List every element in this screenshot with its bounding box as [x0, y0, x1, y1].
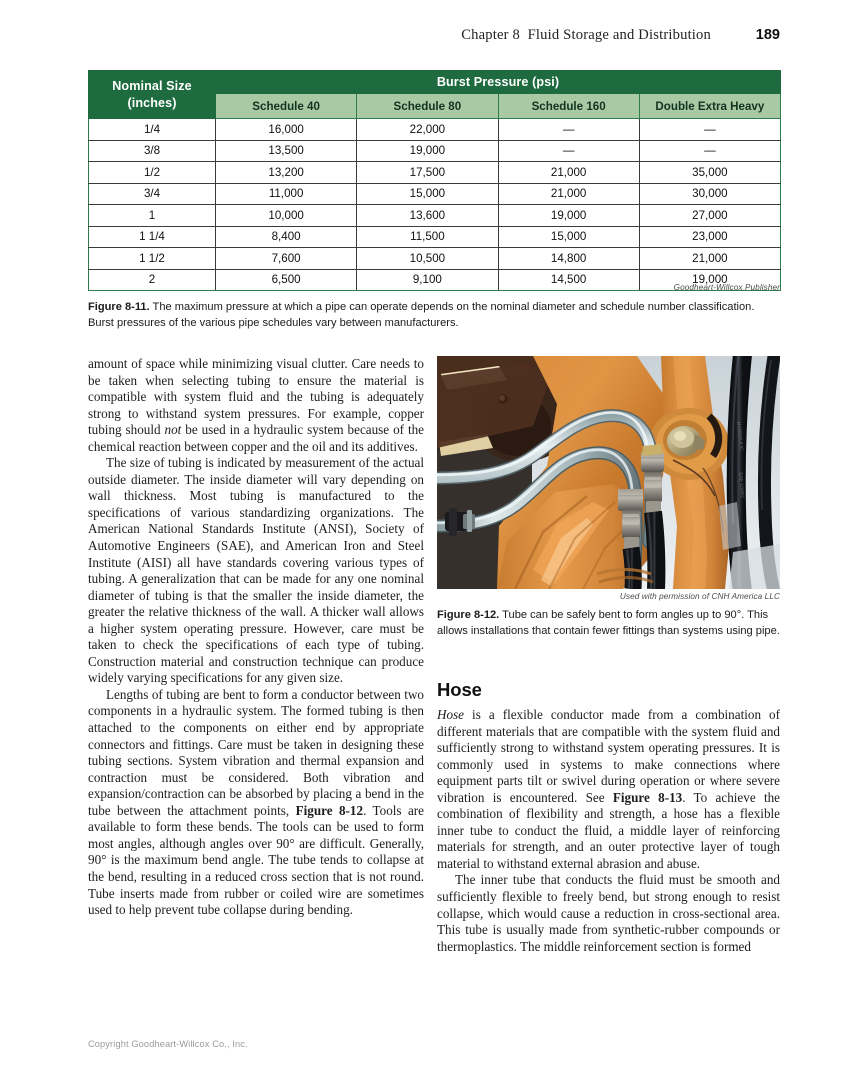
cell-sch160: 15,000: [498, 226, 639, 248]
body-column-right: [437, 707, 780, 955]
cell-sch40: 6,500: [216, 269, 357, 291]
figure-8-11-text: The maximum pressure at which a pipe can operate depends on the nominal diameter and schedule number classification. Burst pressures of the various pipe schedules vary between manufacturers.: [88, 301, 755, 329]
figure-8-12-caption: [437, 608, 780, 640]
cell-nominal: 3/4: [89, 183, 216, 205]
running-head: [88, 27, 780, 49]
table-row: [89, 226, 781, 248]
cell-sch40: 8,400: [216, 226, 357, 248]
paragraph-tubing-bending: [88, 687, 424, 919]
cell-nominal: 1: [89, 205, 216, 227]
paragraph-tubing-material: [88, 356, 424, 455]
para-1-emphasis: not: [164, 422, 182, 438]
header-schedule-40: Schedule 40: [216, 94, 357, 119]
cell-dxh: 30,000: [639, 183, 780, 205]
cell-nominal: 1/4: [89, 119, 216, 141]
cell-sch160: 14,500: [498, 269, 639, 291]
cell-sch160: 21,000: [498, 162, 639, 184]
figure-8-12-text: Tube can be safely bent to form angles up to 90°. This allows installations that contain fewer fittings than systems using pipe.: [437, 609, 780, 637]
page-number: 189: [755, 27, 780, 43]
header-nominal-size: [89, 71, 216, 119]
cell-nominal: 3/8: [89, 140, 216, 162]
cell-sch160: —: [498, 119, 639, 141]
cell-dxh: 35,000: [639, 162, 780, 184]
para-3-part-b: . Tools are available to form these bends. The tools can be used to form most angles, although angles over 90° are difficult. Generally, 90° is the maximum bend angle. The tube tends to collapse at the bend, resulting in a reduced cross section that is not round. Tube inserts made from rubber or coiled wire are sometimes used to help prevent tube collapse during bending.: [88, 802, 424, 918]
svg-text:HYDRAULIC: HYDRAULIC: [735, 421, 744, 451]
figure-8-12-reference: Figure 8-12: [295, 802, 364, 818]
cell-sch80: 17,500: [357, 162, 498, 184]
chapter-title: Chapter 8 Fluid Storage and Distribution: [461, 27, 711, 43]
cell-nominal: 1 1/2: [89, 248, 216, 270]
table-row: [89, 248, 781, 270]
header-nominal-line1: Nominal Size: [112, 79, 192, 94]
cell-nominal: 1 1/4: [89, 226, 216, 248]
hydraulic-tubing-photo-illustration: [437, 356, 780, 589]
cell-sch40: 13,200: [216, 162, 357, 184]
para-1-part-a: amount of space while minimizing visual clutter. Care needs to be taken when selecting tubing to ensure the material is compatible with system fluid and the tubing is adequately strong to withstand system pressures. For example, copper tubing should: [88, 356, 424, 438]
header-schedule-160: Schedule 160: [498, 94, 639, 119]
cell-nominal: 1/2: [89, 162, 216, 184]
table-body: [89, 119, 781, 291]
cell-sch80: 19,000: [357, 140, 498, 162]
cell-sch80: 11,500: [357, 226, 498, 248]
para-1-part-b: be used in a hydraulic system because of the chemical reaction between copper and the oil and its additives.: [88, 422, 425, 454]
cell-sch40: 16,000: [216, 119, 357, 141]
figure-8-11-label: Figure 8-11.: [88, 301, 150, 313]
cell-dxh: —: [639, 119, 780, 141]
cell-sch40: 13,500: [216, 140, 357, 162]
cell-sch40: 7,600: [216, 248, 357, 270]
cell-sch160: 21,000: [498, 183, 639, 205]
table-row: [89, 140, 781, 162]
figure-8-13-reference: Figure 8-13: [612, 789, 683, 805]
cell-sch80: 22,000: [357, 119, 498, 141]
cell-sch80: 13,600: [357, 205, 498, 227]
cell-sch160: —: [498, 140, 639, 162]
header-double-extra-heavy: Double Extra Heavy: [639, 94, 780, 119]
table-row: [89, 205, 781, 227]
cell-dxh: 19,000: [639, 269, 780, 291]
table-credit: Goodheart-Willcox Publisher: [673, 283, 780, 292]
header-nominal-line2: (inches): [127, 95, 177, 110]
header-burst-pressure: Burst Pressure (psi): [216, 71, 781, 94]
burst-pressure-table: [88, 70, 781, 291]
cell-sch160: 14,800: [498, 248, 639, 270]
footer-copyright: Copyright Goodheart-Willcox Co., Inc.: [88, 1039, 248, 1049]
burst-pressure-table-wrapper: [88, 70, 780, 291]
paragraph-hose-definition: [437, 707, 780, 872]
section-heading-hose: Hose: [437, 679, 482, 700]
cell-sch40: 10,000: [216, 205, 357, 227]
figure-8-12-label: Figure 8-12.: [437, 609, 500, 621]
table-row: [89, 119, 781, 141]
cell-nominal: 2: [89, 269, 216, 291]
paragraph-tubing-size: The size of tubing is indicated by measurement of the actual outside diameter. The inside diameter will vary depending on wall thickness. Most tubing is manufactured to the specifications of various standardizing organizations. The American National Standards Institute (ANSI), Society of Automotive Engineers (SAE), and American Iron and Steel Institute (AISI) all have standards covering various types of tubing. A generalization that can be made for any one nominal diameter of tubing is that the smaller the inside diameter, the greater the relative thickness of the wall. A thicker wall allows a higher system operating pressure. However, care must be taken to check the specifications of each type of tubing. Construction material and construction technique can produce widely varying specifications for any given size.: [88, 455, 424, 686]
paragraph-inner-tube: The inner tube that conducts the fluid must be smooth and sufficiently flexible to freely bend, but strong enough to resist collapse, which would cause a reduction in cross-sectional area. This tube is usually made from synthetic-rubber compounds or thermoplastics. The middle reinforcement section is formed: [437, 872, 780, 954]
table-row: [89, 183, 781, 205]
cell-dxh: 27,000: [639, 205, 780, 227]
figure-8-12-photo: [437, 356, 780, 589]
hose-term: Hose: [437, 707, 465, 722]
cell-sch160: 19,000: [498, 205, 639, 227]
hose-para-part-a: is a flexible conductor made from a combination of different materials that are compatible with the system fluid and sufficiently strong to withstand system operating pressures. It is commonly used in systems to make connections where equipment parts tilt or swivel during operation or where severe vibration is encountered. See: [437, 707, 780, 805]
cell-sch80: 10,500: [357, 248, 498, 270]
table-header-row-top: [89, 71, 781, 94]
cell-dxh: 21,000: [639, 248, 780, 270]
table-row: [89, 162, 781, 184]
body-column-left: [88, 356, 424, 919]
table-head: [89, 71, 781, 119]
cell-sch80: 9,100: [357, 269, 498, 291]
svg-text:SAE 100R2: SAE 100R2: [737, 471, 745, 499]
figure-8-12-credit: Used with permission of CNH America LLC: [619, 592, 780, 601]
hose-para-part-b: . To achieve the combination of flexibility and strength, a hose has a flexible inner tube to conduct the fluid, a middle layer of reinforcing materials for strength, and an outer protective layer of tough material to withstand external abrasion and abuse.: [437, 789, 780, 871]
cell-sch40: 11,000: [216, 183, 357, 205]
cell-sch80: 15,000: [357, 183, 498, 205]
cell-dxh: 23,000: [639, 226, 780, 248]
para-3-part-a: Lengths of tubing are bent to form a conductor between two components in a hydraulic system. The formed tubing is then attached to the components on either end by appropriate connectors and fittings. Care must be taken in designing these tubing sections. System vibration and thermal expansion and contraction must be considered. Both vibration and expansion/contraction can be absorbed by placing a bend in the tube between the attachment points,: [88, 686, 424, 818]
figure-8-11-caption: [88, 300, 780, 332]
cell-dxh: —: [639, 140, 780, 162]
header-schedule-80: Schedule 80: [357, 94, 498, 119]
